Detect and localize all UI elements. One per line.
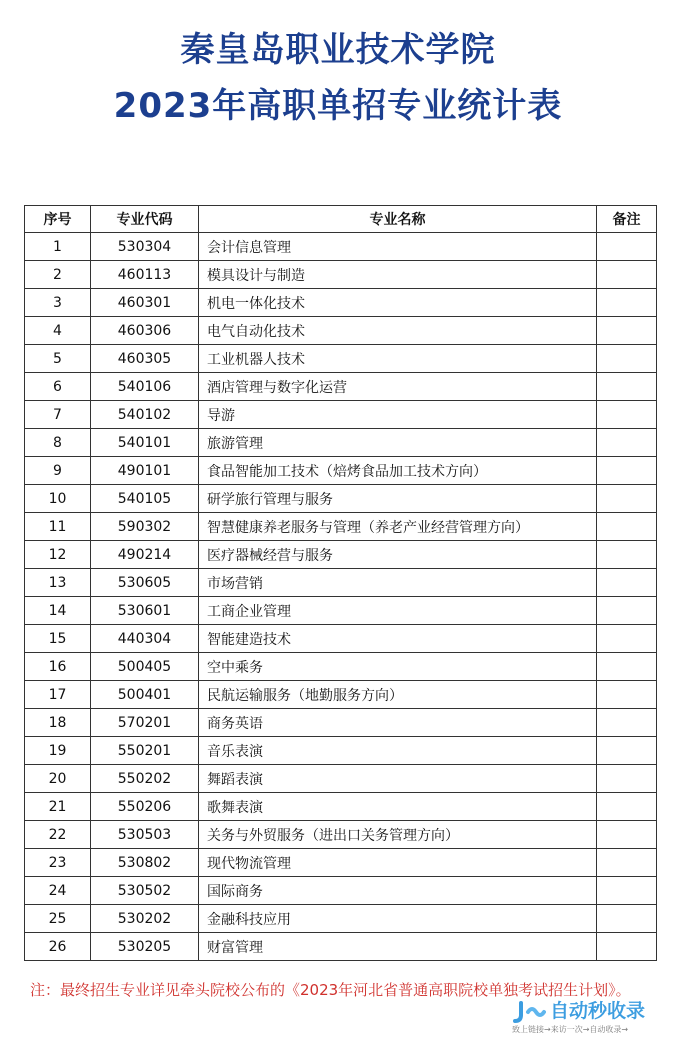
cell-name: 市场营销 [199,569,597,597]
cell-no: 10 [25,485,91,513]
cell-remark [597,849,657,877]
cell-code: 550201 [91,737,199,765]
cell-no: 13 [25,569,91,597]
cell-name: 会计信息管理 [199,233,597,261]
cell-code: 530503 [91,821,199,849]
cell-code: 460301 [91,289,199,317]
cell-code: 590302 [91,513,199,541]
table-row [25,457,657,485]
cell-no: 9 [25,457,91,485]
table-row [25,793,657,821]
cell-name: 研学旅行管理与服务 [199,485,597,513]
cell-remark [597,905,657,933]
cell-name: 旅游管理 [199,429,597,457]
table-row [25,821,657,849]
watermark [508,996,668,1044]
table-row [25,429,657,457]
cell-remark [597,933,657,961]
table-row [25,401,657,429]
table-row [25,485,657,513]
cell-code: 540102 [91,401,199,429]
cell-no: 7 [25,401,91,429]
cell-no: 25 [25,905,91,933]
cell-no: 15 [25,625,91,653]
cell-no: 5 [25,345,91,373]
cell-name: 舞蹈表演 [199,765,597,793]
cell-name: 金融科技应用 [199,905,597,933]
cell-no: 20 [25,765,91,793]
table-row [25,849,657,877]
cell-remark [597,513,657,541]
header-code: 专业代码 [91,206,199,233]
table-row [25,709,657,737]
cell-name: 智能建造技术 [199,625,597,653]
table-row [25,933,657,961]
cell-remark [597,541,657,569]
cell-code: 530205 [91,933,199,961]
table-row [25,541,657,569]
cell-remark [597,401,657,429]
cell-code: 530202 [91,905,199,933]
cell-name: 机电一体化技术 [199,289,597,317]
jz-logo-icon [512,1000,546,1024]
table-row [25,569,657,597]
cell-no: 1 [25,233,91,261]
cell-name: 电气自动化技术 [199,317,597,345]
cell-remark [597,233,657,261]
cell-no: 11 [25,513,91,541]
cell-no: 8 [25,429,91,457]
cell-name: 食品智能加工技术（焙烤食品加工技术方向） [199,457,597,485]
cell-name: 空中乘务 [199,653,597,681]
table-row [25,765,657,793]
cell-name: 音乐表演 [199,737,597,765]
cell-code: 540105 [91,485,199,513]
cell-remark [597,345,657,373]
cell-code: 440304 [91,625,199,653]
cell-no: 19 [25,737,91,765]
cell-code: 540101 [91,429,199,457]
cell-code: 530802 [91,849,199,877]
cell-remark [597,485,657,513]
cell-remark [597,877,657,905]
cell-code: 550206 [91,793,199,821]
cell-code: 460113 [91,261,199,289]
cell-no: 23 [25,849,91,877]
cell-no: 16 [25,653,91,681]
page-title-line1: 秦皇岛职业技术学院 [180,30,496,70]
cell-remark [597,457,657,485]
cell-remark [597,681,657,709]
cell-name: 导游 [199,401,597,429]
table-row [25,373,657,401]
cell-code: 500401 [91,681,199,709]
cell-code: 530502 [91,877,199,905]
table-row [25,233,657,261]
header-remark: 备注 [597,206,657,233]
cell-name: 工业机器人技术 [199,345,597,373]
cell-name: 国际商务 [199,877,597,905]
cell-name: 财富管理 [199,933,597,961]
cell-no: 26 [25,933,91,961]
cell-code: 570201 [91,709,199,737]
cell-name: 民航运输服务（地勤服务方向） [199,681,597,709]
cell-remark [597,373,657,401]
cell-no: 3 [25,289,91,317]
cell-code: 540106 [91,373,199,401]
table-row [25,681,657,709]
cell-no: 24 [25,877,91,905]
major-table [24,205,657,961]
cell-remark [597,793,657,821]
cell-remark [597,653,657,681]
cell-no: 17 [25,681,91,709]
cell-remark [597,765,657,793]
table-row [25,261,657,289]
table-row [25,737,657,765]
cell-no: 14 [25,597,91,625]
cell-remark [597,597,657,625]
table-body [25,233,657,961]
watermark-brand: 自动秒收录 [550,1000,646,1022]
cell-no: 21 [25,793,91,821]
cell-remark [597,737,657,765]
major-table-container [24,205,656,961]
watermark-tagline: 致上链接→来访一次→自动收录→ [512,1025,629,1034]
cell-code: 550202 [91,765,199,793]
cell-code: 530304 [91,233,199,261]
cell-no: 2 [25,261,91,289]
table-row [25,597,657,625]
cell-no: 22 [25,821,91,849]
cell-no: 4 [25,317,91,345]
table-row [25,653,657,681]
cell-name: 酒店管理与数字化运营 [199,373,597,401]
header-no: 序号 [25,206,91,233]
cell-no: 6 [25,373,91,401]
cell-code: 500405 [91,653,199,681]
page-title-line2: 2023年高职单招专业统计表 [113,86,563,126]
cell-name: 商务英语 [199,709,597,737]
footnote: 注：最终招生专业详见牵头院校公布的《2023年河北省普通高职院校单独考试招生计划》。 [30,981,631,999]
table-row [25,317,657,345]
cell-remark [597,709,657,737]
cell-code: 460305 [91,345,199,373]
table-row [25,513,657,541]
cell-name: 现代物流管理 [199,849,597,877]
cell-name: 歌舞表演 [199,793,597,821]
cell-remark [597,261,657,289]
cell-remark [597,821,657,849]
table-row [25,877,657,905]
table-row [25,625,657,653]
cell-no: 12 [25,541,91,569]
header-name: 专业名称 [199,206,597,233]
cell-remark [597,289,657,317]
table-header-row [25,206,657,233]
cell-code: 490101 [91,457,199,485]
cell-remark [597,317,657,345]
cell-code: 490214 [91,541,199,569]
table-row [25,905,657,933]
cell-remark [597,569,657,597]
cell-remark [597,625,657,653]
cell-no: 18 [25,709,91,737]
cell-code: 530605 [91,569,199,597]
cell-name: 医疗器械经营与服务 [199,541,597,569]
cell-name: 关务与外贸服务（进出口关务管理方向） [199,821,597,849]
cell-remark [597,429,657,457]
cell-name: 工商企业管理 [199,597,597,625]
cell-name: 智慧健康养老服务与管理（养老产业经营管理方向） [199,513,597,541]
cell-code: 530601 [91,597,199,625]
table-row [25,345,657,373]
cell-name: 模具设计与制造 [199,261,597,289]
table-row [25,289,657,317]
cell-code: 460306 [91,317,199,345]
